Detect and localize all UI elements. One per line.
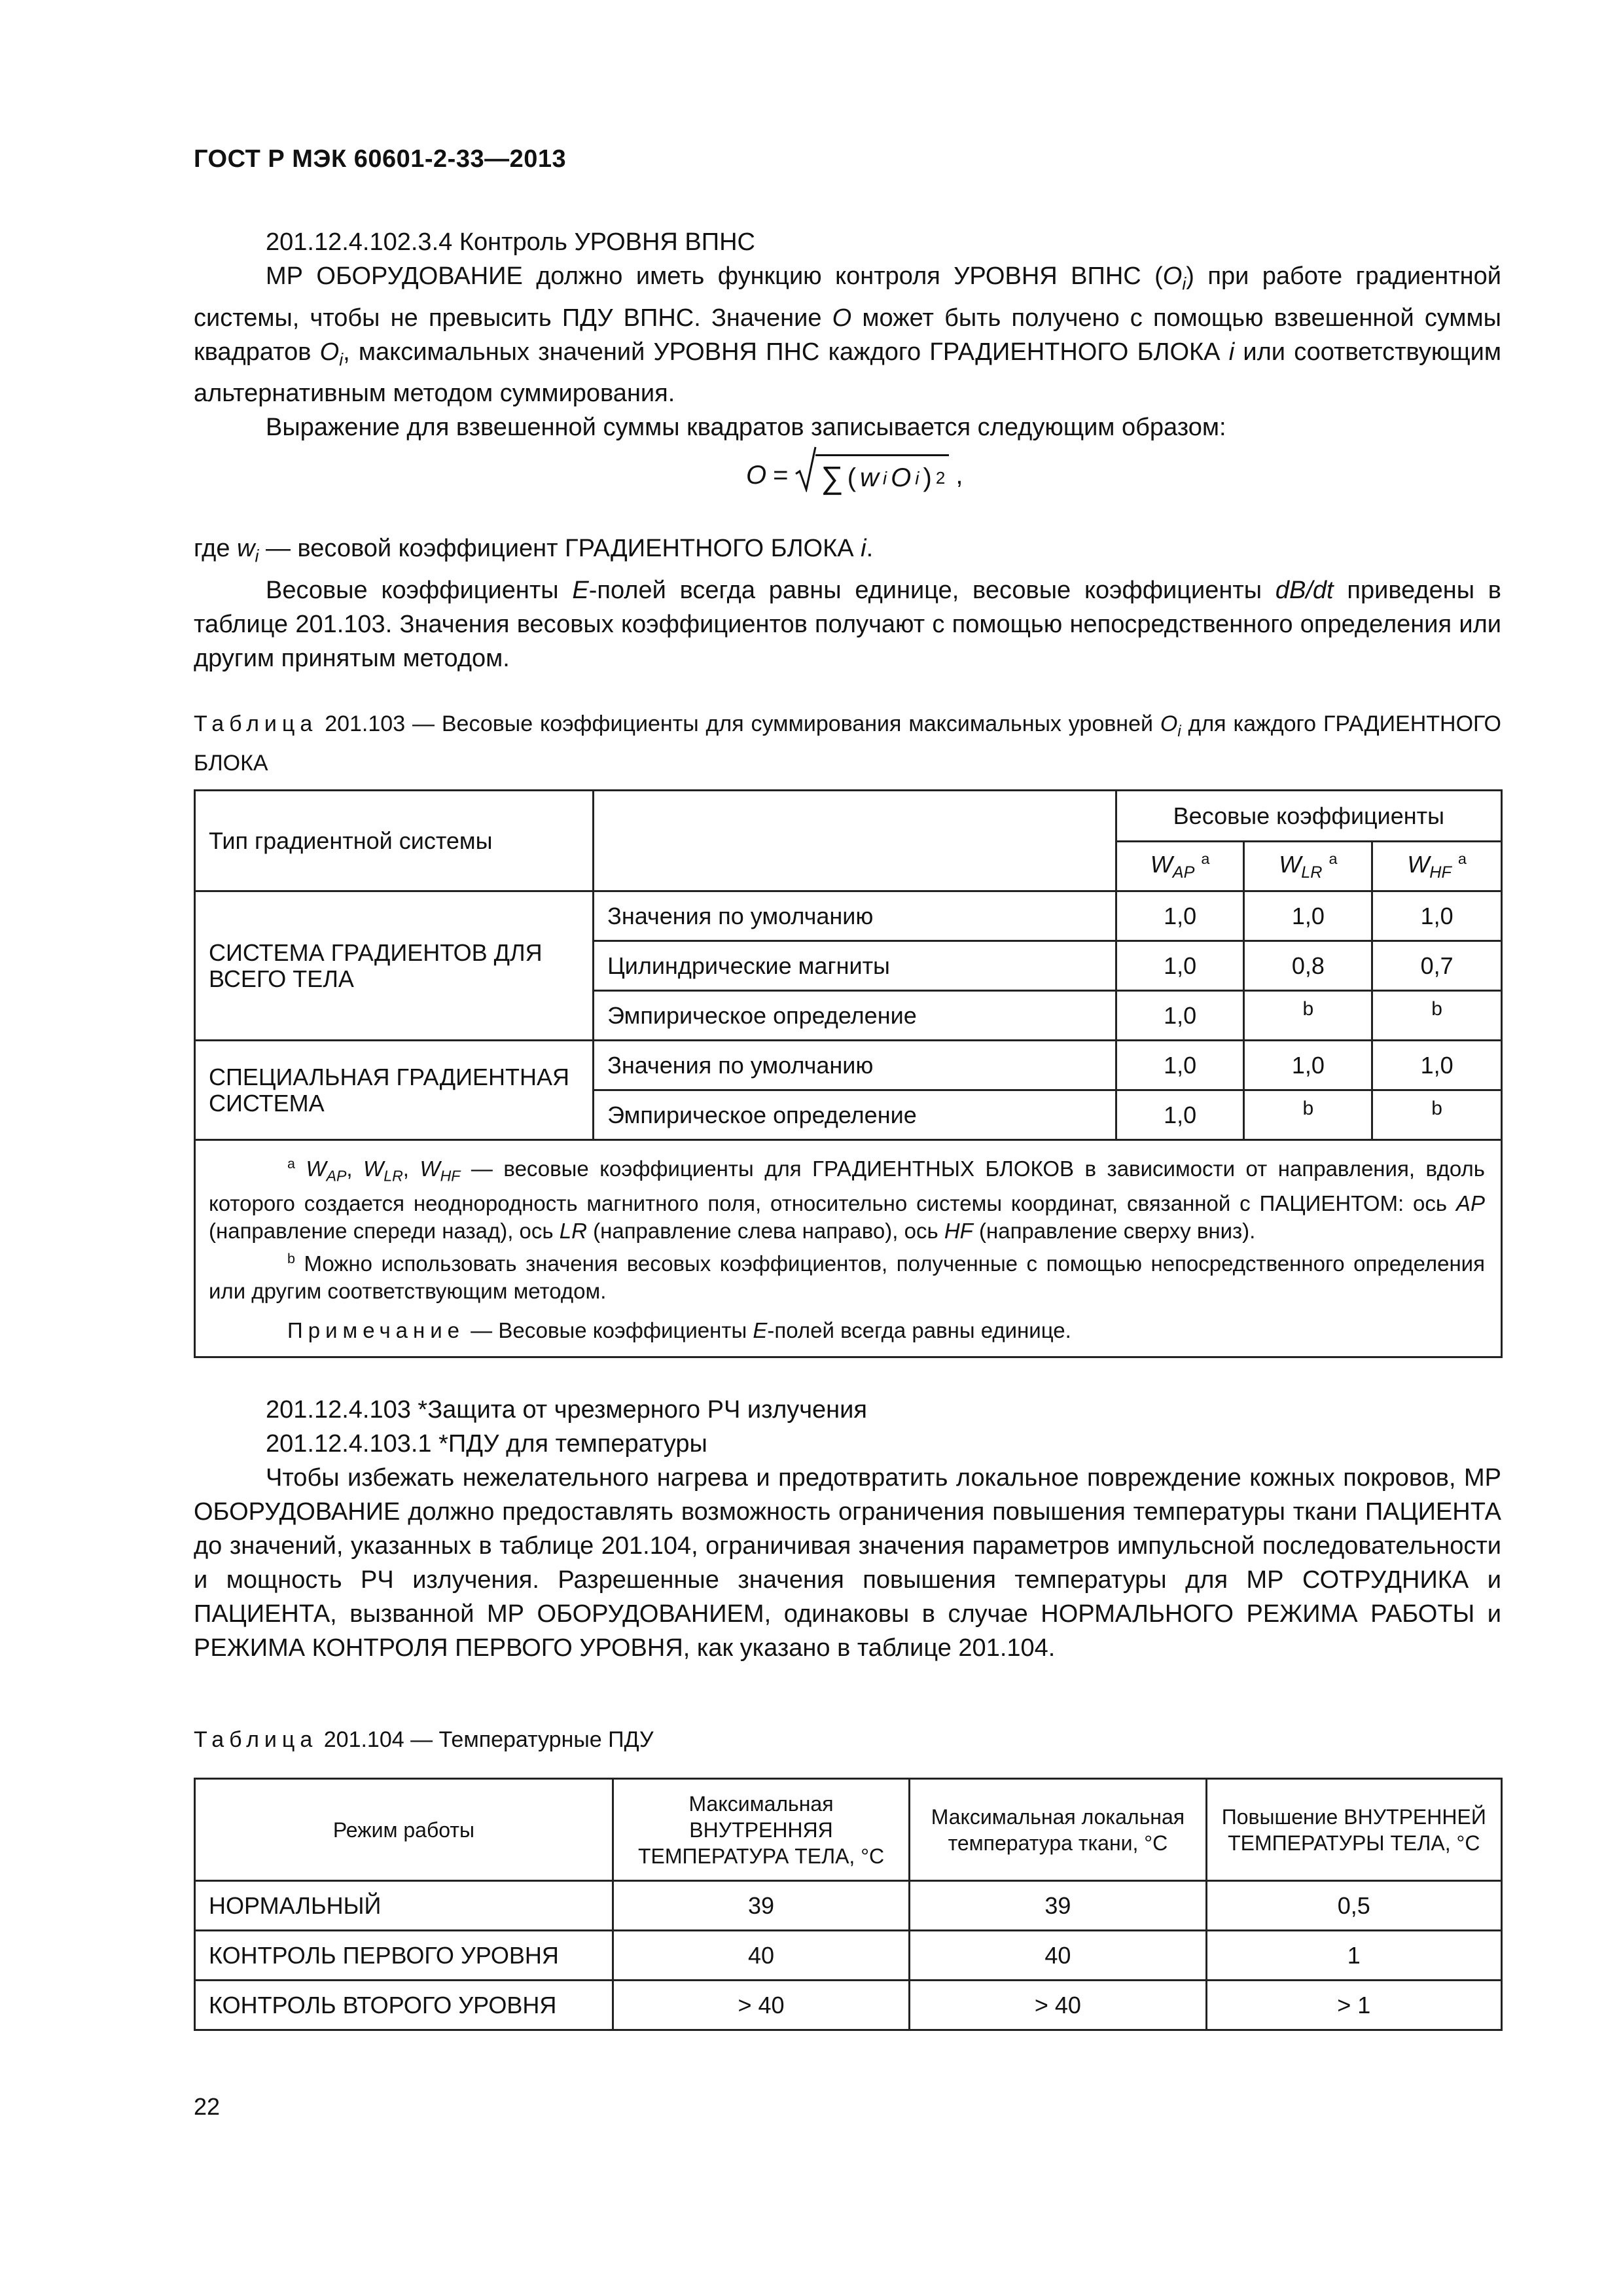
table-103-caption: Таблица 201.103 — Весовые коэффициенты для суммирования максимальных уровней $O_i$ для каждого ГРАДИЕНТНОГО БЛОКА [194, 711, 1501, 776]
header-weights: Весовые коэффициенты [1116, 791, 1501, 842]
square-root: ∑ ( w i O i ) 2 [794, 454, 949, 496]
section-weight-explanation [194, 531, 1501, 675]
footnote-a: $^a$ $W_{AP}$, $W_{LR}$, $W_{HF}$ — весовые коэффициенты для ГРАДИЕНТНЫХ БЛОКОВ в зависимости от направления, вдоль которого создается неоднородность магнитного поля, относительно системы координат, связанной с ПАЦИЕНТОМ: ось AP (направление спереди назад), ось LR (направление слева направо), ось HF (направление сверху вниз). [209, 1156, 1486, 1243]
section-heading-temperature: 201.12.4.103.1 *ПДУ для температуры [266, 1430, 707, 1458]
section-heading: 201.12.4.102.3.4 Контроль УРОВНЯ ВПНС [266, 228, 755, 256]
table-104-caption: Таблица 201.104 — Температурные ПДУ [194, 1727, 654, 1752]
table-row: НОРМАЛЬНЫЙ 39 39 0,5 [195, 1881, 1502, 1931]
section-heading-rf: 201.12.4.103 *Защита от чрезмерного РЧ излучения [266, 1396, 867, 1424]
table-103 [194, 789, 1503, 1358]
table-row: Эмпирическое определение 1,0 b b [195, 1090, 1502, 1140]
paragraph-weight-values: Весовые коэффициенты E-полей всегда равны единице, весовые коэффициенты dB/dt приведены в таблице 201.103. Значения весовых коэффициентов получают с помощью непосредственного определения или другим принятым методом. [194, 576, 1501, 672]
header-w-lr: $W_{LR}$ $^a$ [1244, 842, 1372, 891]
table-row: КОНТРОЛЬ ПЕРВОГО УРОВНЯ 40 40 1 [195, 1931, 1502, 1981]
header-w-ap: $W_{AP}$ $^a$ [1116, 842, 1244, 891]
table-note: Примечание — Весовые коэффициенты E-полей всегда равны единице. [287, 1318, 1071, 1342]
section-vpns-control [194, 225, 1501, 444]
weighted-sum-formula: O = ∑ ( w i O i ) 2 , [746, 454, 963, 496]
table-row: СИСТЕМА ГРАДИЕНТОВ ДЛЯ ВСЕГО ТЕЛА Значения по умолчанию 1,0 1,0 1,0 [195, 891, 1502, 941]
table-row: СПЕЦИАЛЬНАЯ ГРАДИЕНТНАЯ СИСТЕМА Значения по умолчанию 1,0 1,0 1,0 [195, 1041, 1502, 1090]
table-104 [194, 1778, 1503, 2031]
table-row: Эмпирическое определение 1,0 b b [195, 991, 1502, 1041]
header-mode: Режим работы [195, 1779, 613, 1881]
footnote-b: $^b$ Можно использовать значения весовых коэффициентов, полученные с помощью непосредственного определения или другим соответствующим методом. [209, 1250, 1485, 1303]
table-103-footnotes [195, 1140, 1502, 1357]
radical-sign-icon [794, 445, 817, 492]
table-row: Цилиндрические магниты 1,0 0,8 0,7 [195, 941, 1502, 991]
section-rf-protection [194, 1393, 1501, 1665]
header-w-hf: $W_{HF}$ $^a$ [1372, 842, 1502, 891]
document-code: ГОСТ Р МЭК 60601-2-33—2013 [194, 145, 567, 173]
paragraph-expression: Выражение для взвешенной суммы квадратов записывается следующим образом: [266, 414, 1226, 442]
table-row: КОНТРОЛЬ ВТОРОГО УРОВНЯ > 40 > 40 > 1 [195, 1981, 1502, 2030]
page-number: 22 [194, 2093, 221, 2120]
paragraph-vpns-function: МР ОБОРУДОВАНИЕ должно иметь функцию контроля УРОВНЯ ВПНС $(O_i)$ при работе градиентной системы, чтобы не превысить ПДУ ВПНС. Значение O может быть получено с помощью взвешенной суммы квадратов $O_i$, максимальных значений УРОВНЯ ПНС каждого ГРАДИЕНТНОГО БЛОКА i или соответствующим альтернативным методом суммирования. [194, 262, 1502, 408]
header-max-local-temp: Максимальная локальная температура ткани, °С [910, 1779, 1206, 1881]
header-body-temp-rise: Повышение ВНУТРЕННЕЙ ТЕМПЕРАТУРЫ ТЕЛА, °С [1206, 1779, 1501, 1881]
header-gradient-type: Тип градиентной системы [195, 791, 594, 891]
header-max-body-temp: Максимальная ВНУТРЕННЯЯ ТЕМПЕРАТУРА ТЕЛА, °С [613, 1779, 909, 1881]
group-whole-body: СИСТЕМА ГРАДИЕНТОВ ДЛЯ ВСЕГО ТЕЛА [195, 891, 594, 1041]
group-special: СПЕЦИАЛЬНАЯ ГРАДИЕНТНАЯ СИСТЕМА [195, 1041, 594, 1140]
where-clause: где $w_i$ — весовой коэффициент ГРАДИЕНТНОГО БЛОКА i. [194, 535, 874, 566]
paragraph-temperature: Чтобы избежать нежелательного нагрева и предотвратить локальное повреждение кожных покровов, МР ОБОРУДОВАНИЕ должно предоставлять возможность ограничения повышения температуры ткани ПАЦИЕНТА до значений, указанных в таблице 201.104, ограничивая значения параметров импульсной последовательности и мощность РЧ излучения. Разрешенные значения повышения температуры для МР СОТРУДНИКА и ПАЦИЕНТА, вызванной МР ОБОРУДОВАНИЕМ, одинаковы в случае НОРМАЛЬНОГО РЕЖИМА РАБОТЫ и РЕЖИМА КОНТРОЛЯ ПЕРВОГО УРОВНЯ, как указано в таблице 201.104. [194, 1464, 1501, 1662]
header-empty [594, 791, 1116, 891]
